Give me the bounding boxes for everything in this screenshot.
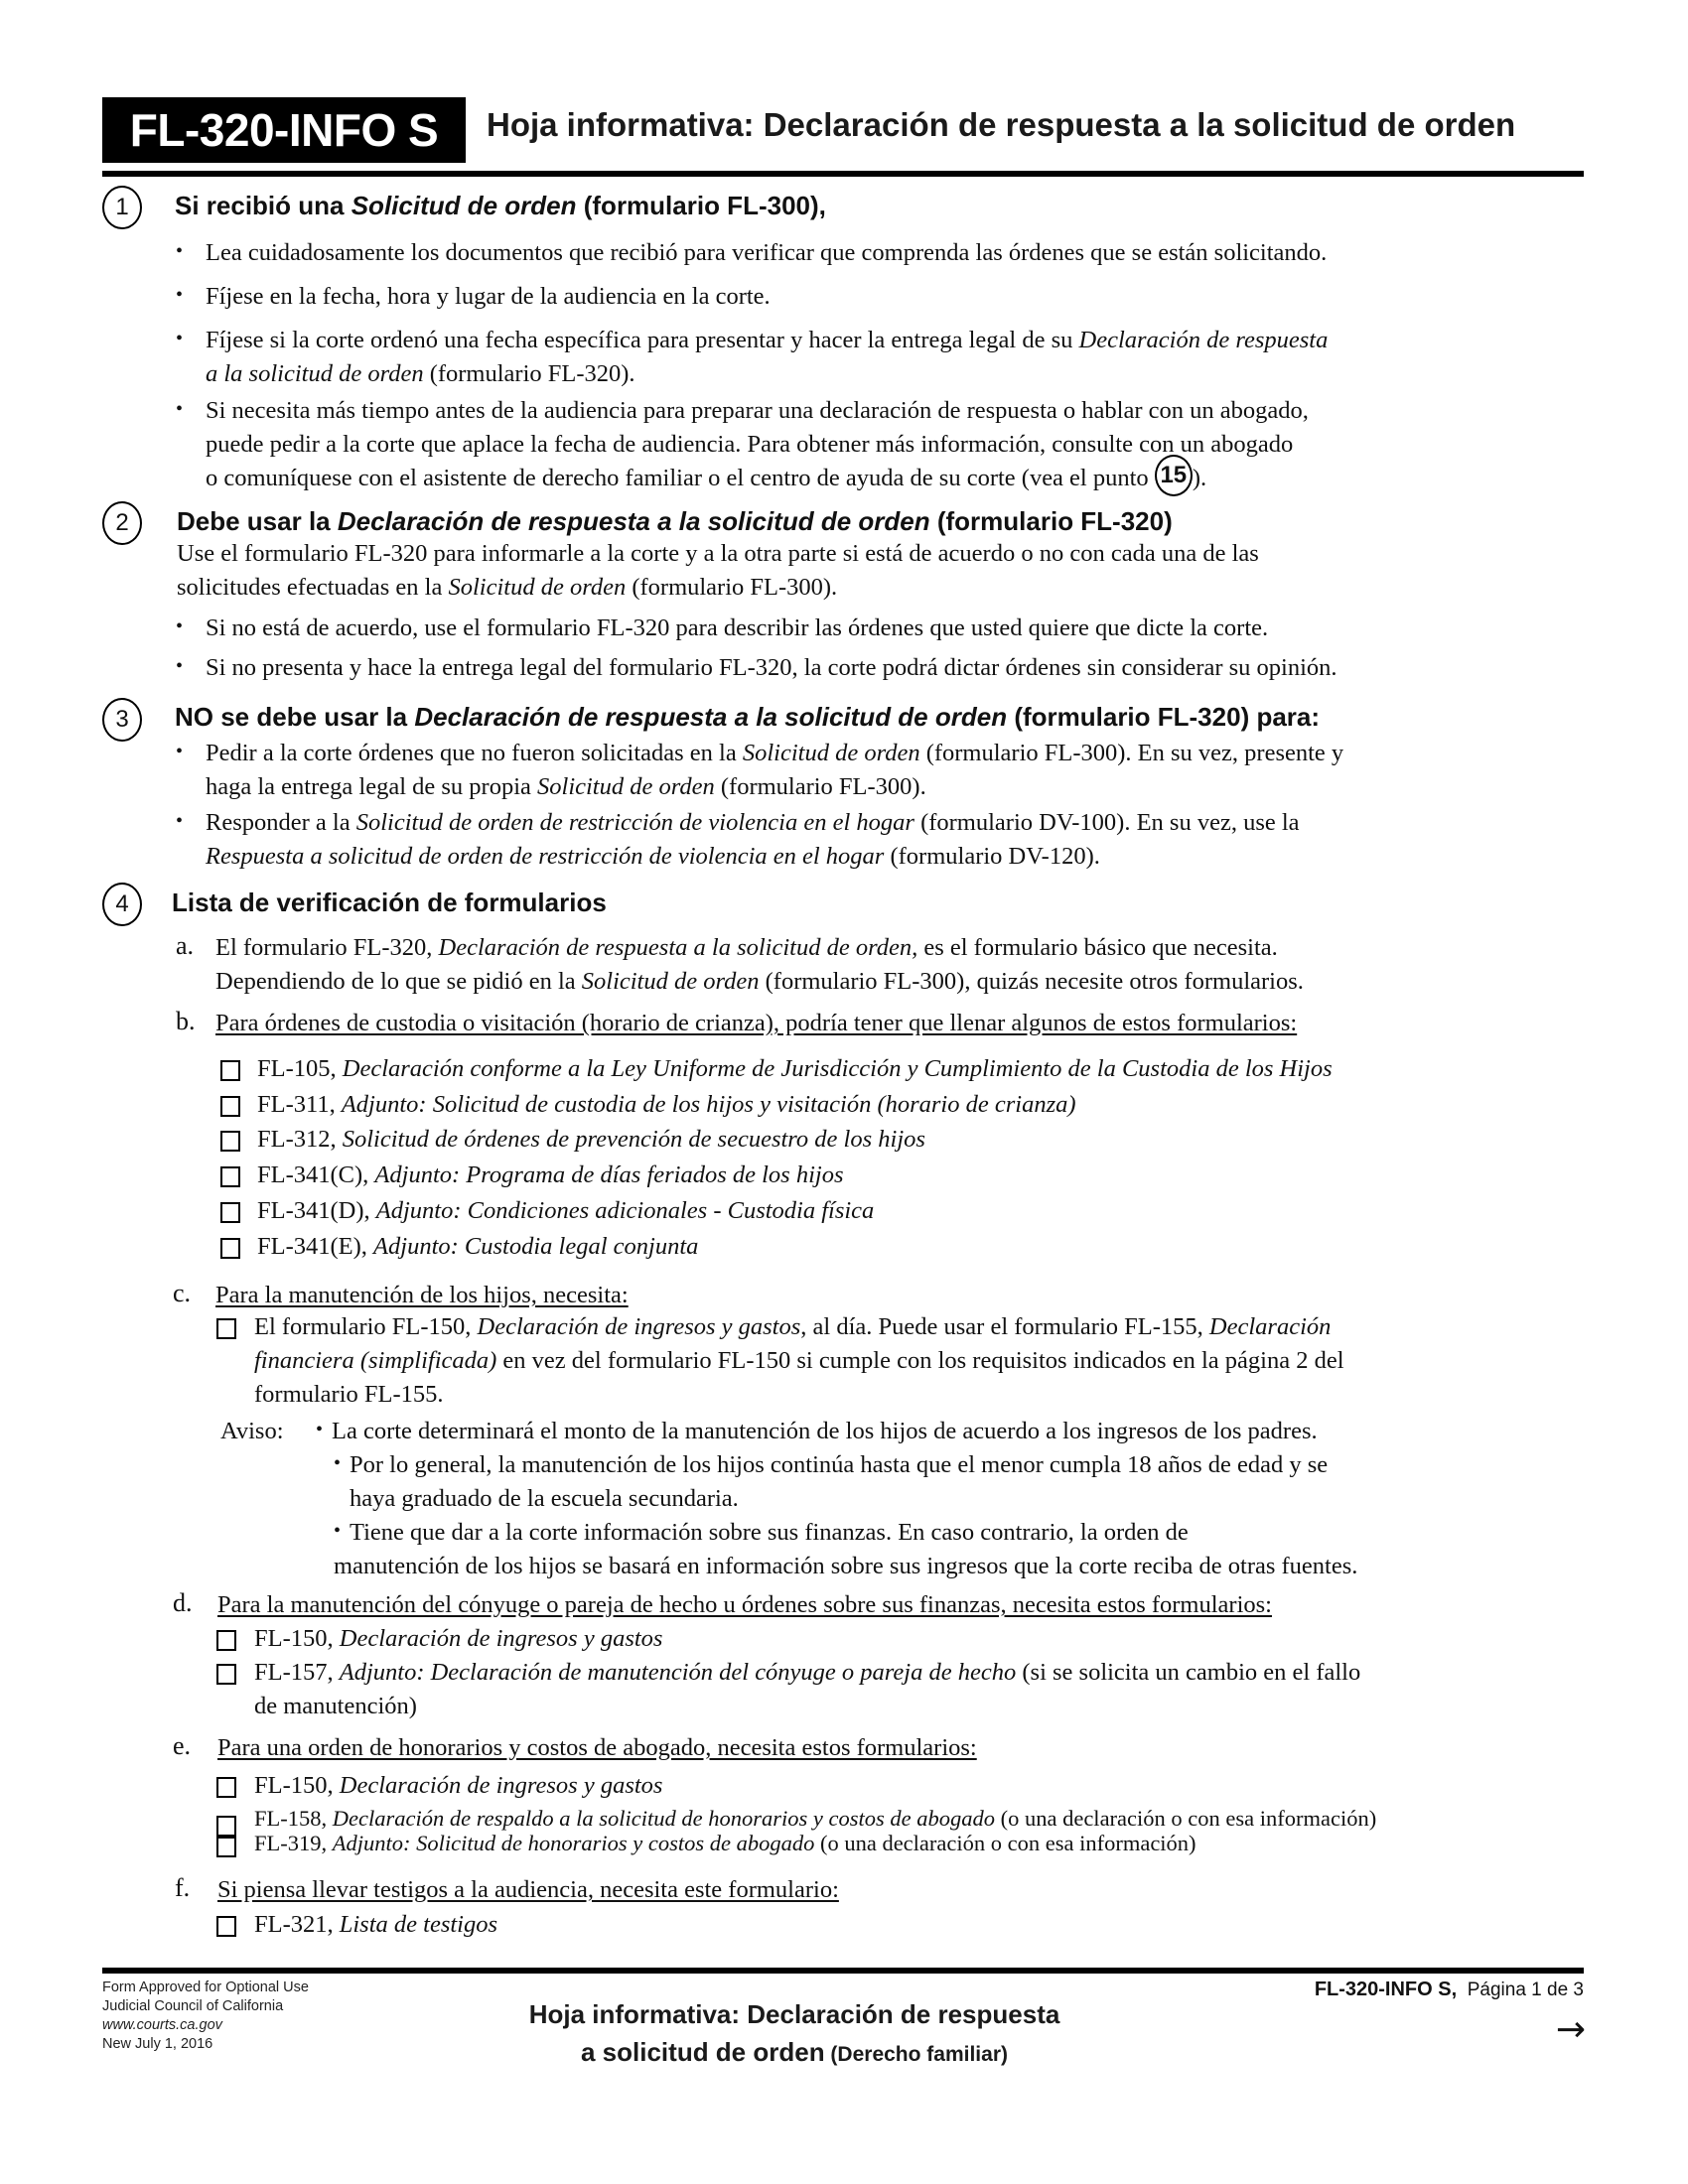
form-title-italic: Adjunto: Solicitud de honorarios y costos de abogado bbox=[332, 1831, 815, 1855]
form-title-italic: Declaración de ingresos y gastos bbox=[339, 1772, 663, 1799]
section-1-bullet-3-line-1 bbox=[206, 324, 1328, 357]
website-link[interactable]: www.courts.ca.gov bbox=[102, 2017, 222, 2033]
form-code: FL-150, bbox=[254, 1625, 340, 1652]
form-title-italic: Declaración de ingresos y gastos bbox=[477, 1313, 801, 1340]
form-code: FL-321, bbox=[254, 1911, 340, 1938]
section-3-bullet-2-line-2 bbox=[206, 840, 1100, 874]
item-letter-c: c. bbox=[173, 1279, 192, 1307]
bullet-icon: • bbox=[176, 328, 184, 349]
footer-rule bbox=[102, 1968, 1584, 1974]
bullet-icon: • bbox=[176, 615, 184, 637]
bullet-icon: • bbox=[176, 240, 184, 262]
form-title-italic: Solicitud de orden de restricción de violencia en el hogar bbox=[355, 809, 914, 836]
text: , al día. Puede usar el formulario FL-155, bbox=[800, 1313, 1209, 1340]
form-item-fl-157-line-2: de manutención) bbox=[254, 1693, 417, 1719]
form-title-italic: Solicitud de orden bbox=[581, 968, 760, 995]
council-line: Judicial Council of California bbox=[102, 1998, 284, 2014]
text: El formulario FL-150, bbox=[254, 1313, 478, 1340]
item-a-line-1 bbox=[215, 931, 1278, 965]
form-item-fl-311 bbox=[257, 1088, 1076, 1122]
form-title-italic: financiera (simplificada) bbox=[254, 1347, 497, 1374]
section-4-heading: Lista de verificación de formularios bbox=[172, 887, 607, 917]
text: (formulario FL-300). bbox=[714, 773, 926, 800]
footer-title-line-2 bbox=[477, 2033, 1112, 2074]
form-id-badge: FL-320-INFO S bbox=[102, 97, 466, 163]
footer-form-id: FL-320-INFO S, bbox=[1314, 1979, 1458, 2000]
footer-title bbox=[477, 1995, 1112, 2074]
notice-label: Aviso: bbox=[220, 1418, 284, 1444]
form-code: FL-150, bbox=[254, 1772, 340, 1799]
heading-text: (formulario FL-320) bbox=[929, 506, 1173, 536]
form-title-italic: Declaración de ingresos y gastos bbox=[339, 1625, 663, 1652]
section-1-heading bbox=[175, 190, 826, 221]
section-3-bullet-1-line-1 bbox=[206, 737, 1343, 770]
item-letter-f: f. bbox=[175, 1873, 191, 1902]
text: Responder a la bbox=[206, 809, 356, 836]
form-title-italic: Solicitud de orden bbox=[742, 740, 920, 766]
form-code: FL-312, bbox=[257, 1126, 343, 1153]
bullet-icon: • bbox=[176, 284, 184, 306]
section-3-bullet-2-line-1 bbox=[206, 806, 1300, 840]
checkbox-fl-319[interactable] bbox=[216, 1837, 236, 1857]
form-title-italic: Adjunto: Custodia legal conjunta bbox=[373, 1233, 699, 1260]
text: El formulario FL-320, bbox=[215, 934, 439, 961]
checkbox-fl-311[interactable] bbox=[220, 1096, 240, 1117]
form-code: FL-105, bbox=[257, 1055, 343, 1082]
section-2-bullet-1: Si no está de acuerdo, use el formulario FL-320 para describir las órdenes que usted quiere que dicte la corte. bbox=[206, 614, 1269, 641]
heading-text: Si recibió una bbox=[175, 191, 352, 220]
section-3-bullet-1-line-2 bbox=[206, 770, 926, 804]
form-item-fl-150 bbox=[254, 1622, 662, 1656]
form-item-fl-150-fees bbox=[254, 1769, 662, 1803]
notice-2-line-1: Por lo general, la manutención de los hijos continúa hasta que el menor cumpla 18 años de edad y se bbox=[350, 1451, 1329, 1478]
item-f-label: Si piensa llevar testigos a la audiencia, necesita este formulario: bbox=[217, 1876, 839, 1903]
heading-italic-text: Solicitud de orden bbox=[351, 191, 577, 220]
notice-3-line-2: manutención de los hijos se basará en información sobre sus ingresos que la corte reciba de otras fuentes. bbox=[334, 1553, 1358, 1579]
form-code: FL-157, bbox=[254, 1659, 340, 1686]
footer-title-text: a solicitud de orden bbox=[581, 2037, 825, 2067]
checkbox-fl-105[interactable] bbox=[220, 1060, 240, 1081]
bullet-icon: • bbox=[176, 810, 184, 832]
date-line: New July 1, 2016 bbox=[102, 2036, 213, 2052]
form-item-fl-341e bbox=[257, 1230, 698, 1264]
form-title-italic: Solicitud de orden bbox=[537, 773, 715, 800]
form-item-fl-341d bbox=[257, 1194, 874, 1228]
item-letter-d: d. bbox=[173, 1588, 193, 1617]
item-e-label: Para una orden de honorarios y costos de abogado, necesita estos formularios: bbox=[217, 1734, 977, 1761]
item-c-label: Para la manutención de los hijos, necesita: bbox=[215, 1282, 629, 1308]
heading-text: (formulario FL-300), bbox=[576, 191, 826, 220]
form-item-fl-158 bbox=[254, 1805, 1376, 1833]
section-number-3: 3 bbox=[102, 698, 142, 742]
bullet-icon: • bbox=[334, 1452, 342, 1474]
header-rule bbox=[102, 171, 1584, 177]
section-number-1: 1 bbox=[102, 186, 142, 229]
item-c-form-line-2 bbox=[254, 1344, 1344, 1378]
form-code: FL-341(E), bbox=[257, 1233, 374, 1260]
checkbox-fl-321[interactable] bbox=[216, 1916, 236, 1937]
section-3-heading bbox=[175, 701, 1320, 733]
form-title-italic: Declaración de respuesta bbox=[1078, 327, 1329, 353]
text: haga la entrega legal de su propia bbox=[206, 773, 538, 800]
bullet-icon: • bbox=[176, 741, 184, 762]
form-title-italic: Declaración bbox=[1208, 1313, 1332, 1340]
text: (formulario DV-120). bbox=[884, 843, 1100, 870]
item-letter-a: a. bbox=[176, 931, 195, 960]
section-2-intro-line-2 bbox=[177, 571, 837, 605]
form-title-italic: Respuesta a solicitud de orden de restricción de violencia en el hogar bbox=[206, 843, 885, 870]
bullet-icon: • bbox=[176, 398, 184, 420]
text: (si se solicita un cambio en el fallo bbox=[1016, 1659, 1361, 1686]
text: es el formulario básico que necesita. bbox=[917, 934, 1278, 961]
checkbox-fl-312[interactable] bbox=[220, 1131, 240, 1152]
heading-text: (formulario FL-320) para: bbox=[1007, 702, 1321, 732]
form-code: FL-341(C), bbox=[257, 1161, 375, 1188]
section-number-2: 2 bbox=[102, 501, 142, 545]
footer-approval-info bbox=[102, 1979, 309, 2054]
next-page-arrow-icon[interactable]: → bbox=[1555, 2009, 1586, 2050]
form-item-fl-321 bbox=[254, 1908, 497, 1942]
form-title-italic: Lista de testigos bbox=[339, 1911, 498, 1938]
checkbox-fl-341d[interactable] bbox=[220, 1202, 240, 1223]
text: (formulario FL-320). bbox=[423, 360, 635, 387]
form-title-italic: Adjunto: Declaración de manutención del cónyuge o pareja de hecho bbox=[339, 1659, 1017, 1686]
bullet-icon: • bbox=[334, 1520, 342, 1542]
form-item-fl-319 bbox=[254, 1830, 1196, 1857]
heading-italic-text: Declaración de respuesta a la solicitud de orden bbox=[414, 702, 1008, 732]
checkbox-fl-150-fees[interactable] bbox=[216, 1777, 236, 1798]
item-d-label: Para la manutención del cónyuge o pareja de hecho u órdenes sobre sus finanzas, necesita estos formularios: bbox=[217, 1591, 1272, 1618]
item-letter-b: b. bbox=[176, 1007, 196, 1035]
bullet-icon: • bbox=[176, 655, 184, 677]
form-title-italic: Declaración de respaldo a la solicitud de honorarios y costos de abogado bbox=[332, 1806, 995, 1831]
text: (o una declaración o con esa información) bbox=[814, 1831, 1196, 1855]
text: o comuníquese con el asistente de derecho familiar o el centro de ayuda de su corte (vea el punto bbox=[206, 465, 1155, 491]
footer-title-line-1: Hoja informativa: Declaración de respuesta bbox=[528, 1999, 1060, 2029]
item-b-label: Para órdenes de custodia o visitación (horario de crianza), podría tener que llenar algunos de estos formularios: bbox=[215, 1010, 1298, 1036]
item-letter-e: e. bbox=[173, 1731, 192, 1760]
text: Fíjese si la corte ordenó una fecha específica para presentar y hacer la entrega legal de su bbox=[206, 327, 1079, 353]
section-1-bullet-1: Lea cuidadosamente los documentos que recibió para verificar que comprenda las órdenes que se están solicitando. bbox=[206, 239, 1328, 266]
form-code: FL-158, bbox=[254, 1806, 333, 1831]
checkbox-fl-150-spousal[interactable] bbox=[216, 1630, 236, 1651]
text: (formulario FL-300), quizás necesite otros formularios. bbox=[759, 968, 1304, 995]
section-1-bullet-2: Fíjese en la fecha, hora y lugar de la audiencia en la corte. bbox=[206, 283, 771, 310]
section-1-bullet-4-line-2: puede pedir a la corte que aplace la fecha de audiencia. Para obtener más información, consulte con un abogado bbox=[206, 431, 1294, 458]
item-a-line-2 bbox=[215, 965, 1304, 999]
checkbox-fl-158[interactable] bbox=[216, 1816, 236, 1837]
text: ). bbox=[1192, 465, 1207, 491]
form-title-italic: Solicitud de orden bbox=[448, 574, 627, 601]
section-1-bullet-3-line-2 bbox=[206, 357, 635, 391]
page-number: Página 1 de 3 bbox=[1467, 1979, 1584, 2000]
form-item-fl-341c bbox=[257, 1159, 844, 1192]
form-code: FL-311, bbox=[257, 1091, 342, 1118]
footer-subtitle: (Derecho familiar) bbox=[824, 2043, 1008, 2066]
section-1-bullet-4-line-3 bbox=[206, 462, 1206, 496]
approval-line: Form Approved for Optional Use bbox=[102, 1979, 309, 1995]
checkbox-fl-341e[interactable] bbox=[220, 1238, 240, 1259]
text: Pedir a la corte órdenes que no fueron solicitadas en la bbox=[206, 740, 743, 766]
checkbox-fl-341c[interactable] bbox=[220, 1166, 240, 1187]
text: (formulario FL-300). En su vez, presente y bbox=[919, 740, 1344, 766]
text: (formulario DV-100). En su vez, use la bbox=[914, 809, 1300, 836]
heading-text: NO se debe usar la bbox=[175, 702, 415, 732]
form-item-fl-157-line-1 bbox=[254, 1656, 1360, 1690]
form-title-italic: Adjunto: Solicitud de custodia de los hijos y visitación (horario de crianza) bbox=[341, 1091, 1076, 1118]
section-number-4: 4 bbox=[102, 883, 142, 926]
form-title-italic: Declaración de respuesta a la solicitud de orden, bbox=[438, 934, 918, 961]
text: (o una declaración o con esa información) bbox=[994, 1806, 1377, 1831]
section-2-bullet-2: Si no presenta y hace la entrega legal del formulario FL-320, la corte podrá dictar órdenes sin considerar su opinión. bbox=[206, 654, 1337, 681]
item-reference-15-link[interactable]: 15 bbox=[1155, 455, 1193, 496]
text: (formulario FL-300). bbox=[626, 574, 838, 601]
heading-italic-text: Declaración de respuesta a la solicitud de orden bbox=[337, 506, 930, 536]
form-title-italic: Solicitud de órdenes de prevención de secuestro de los hijos bbox=[342, 1126, 925, 1153]
page-title: Hoja informativa: Declaración de respuesta a la solicitud de orden bbox=[487, 106, 1516, 143]
form-title-italic: a la solicitud de orden bbox=[206, 360, 424, 387]
bullet-icon: • bbox=[316, 1419, 324, 1440]
section-2-intro-line-1: Use el formulario FL-320 para informarle a la corte y a la otra parte si está de acuerdo o no con cada una de las bbox=[177, 540, 1259, 567]
form-title-italic: Declaración conforme a la Ley Uniforme de Jurisdicción y Cumplimiento de la Custodia de los Hijos bbox=[342, 1055, 1333, 1082]
checkbox-fl-150-child-support[interactable] bbox=[216, 1318, 236, 1339]
heading-text: Debe usar la bbox=[177, 506, 338, 536]
notice-1: La corte determinará el monto de la manutención de los hijos de acuerdo a los ingresos de los padres. bbox=[332, 1418, 1318, 1444]
section-1-bullet-4-line-1: Si necesita más tiempo antes de la audiencia para preparar una declaración de respuesta o hablar con un abogado, bbox=[206, 397, 1309, 424]
text: Dependiendo de lo que se pidió en la bbox=[215, 968, 582, 995]
notice-3-line-1: Tiene que dar a la corte información sobre sus finanzas. En caso contrario, la orden de bbox=[350, 1519, 1189, 1546]
form-title-italic: Adjunto: Programa de días feriados de los hijos bbox=[374, 1161, 844, 1188]
form-code: FL-319, bbox=[254, 1831, 333, 1855]
text: solicitudes efectuadas en la bbox=[177, 574, 449, 601]
form-item-fl-105 bbox=[257, 1052, 1333, 1086]
form-code: FL-341(D), bbox=[257, 1197, 376, 1224]
form-item-fl-312 bbox=[257, 1123, 925, 1157]
text: en vez del formulario FL-150 si cumple con los requisitos indicados en la página 2 del bbox=[496, 1347, 1344, 1374]
notice-2-line-2: haya graduado de la escuela secundaria. bbox=[350, 1485, 739, 1512]
section-2-heading bbox=[177, 505, 1173, 537]
checkbox-fl-157[interactable] bbox=[216, 1664, 236, 1685]
form-title-italic: Adjunto: Condiciones adicionales - Custodia física bbox=[375, 1197, 875, 1224]
footer-page-info bbox=[1315, 1979, 1584, 2001]
item-c-form-line-3: formulario FL-155. bbox=[254, 1381, 444, 1408]
item-c-form-line-1 bbox=[254, 1310, 1331, 1344]
